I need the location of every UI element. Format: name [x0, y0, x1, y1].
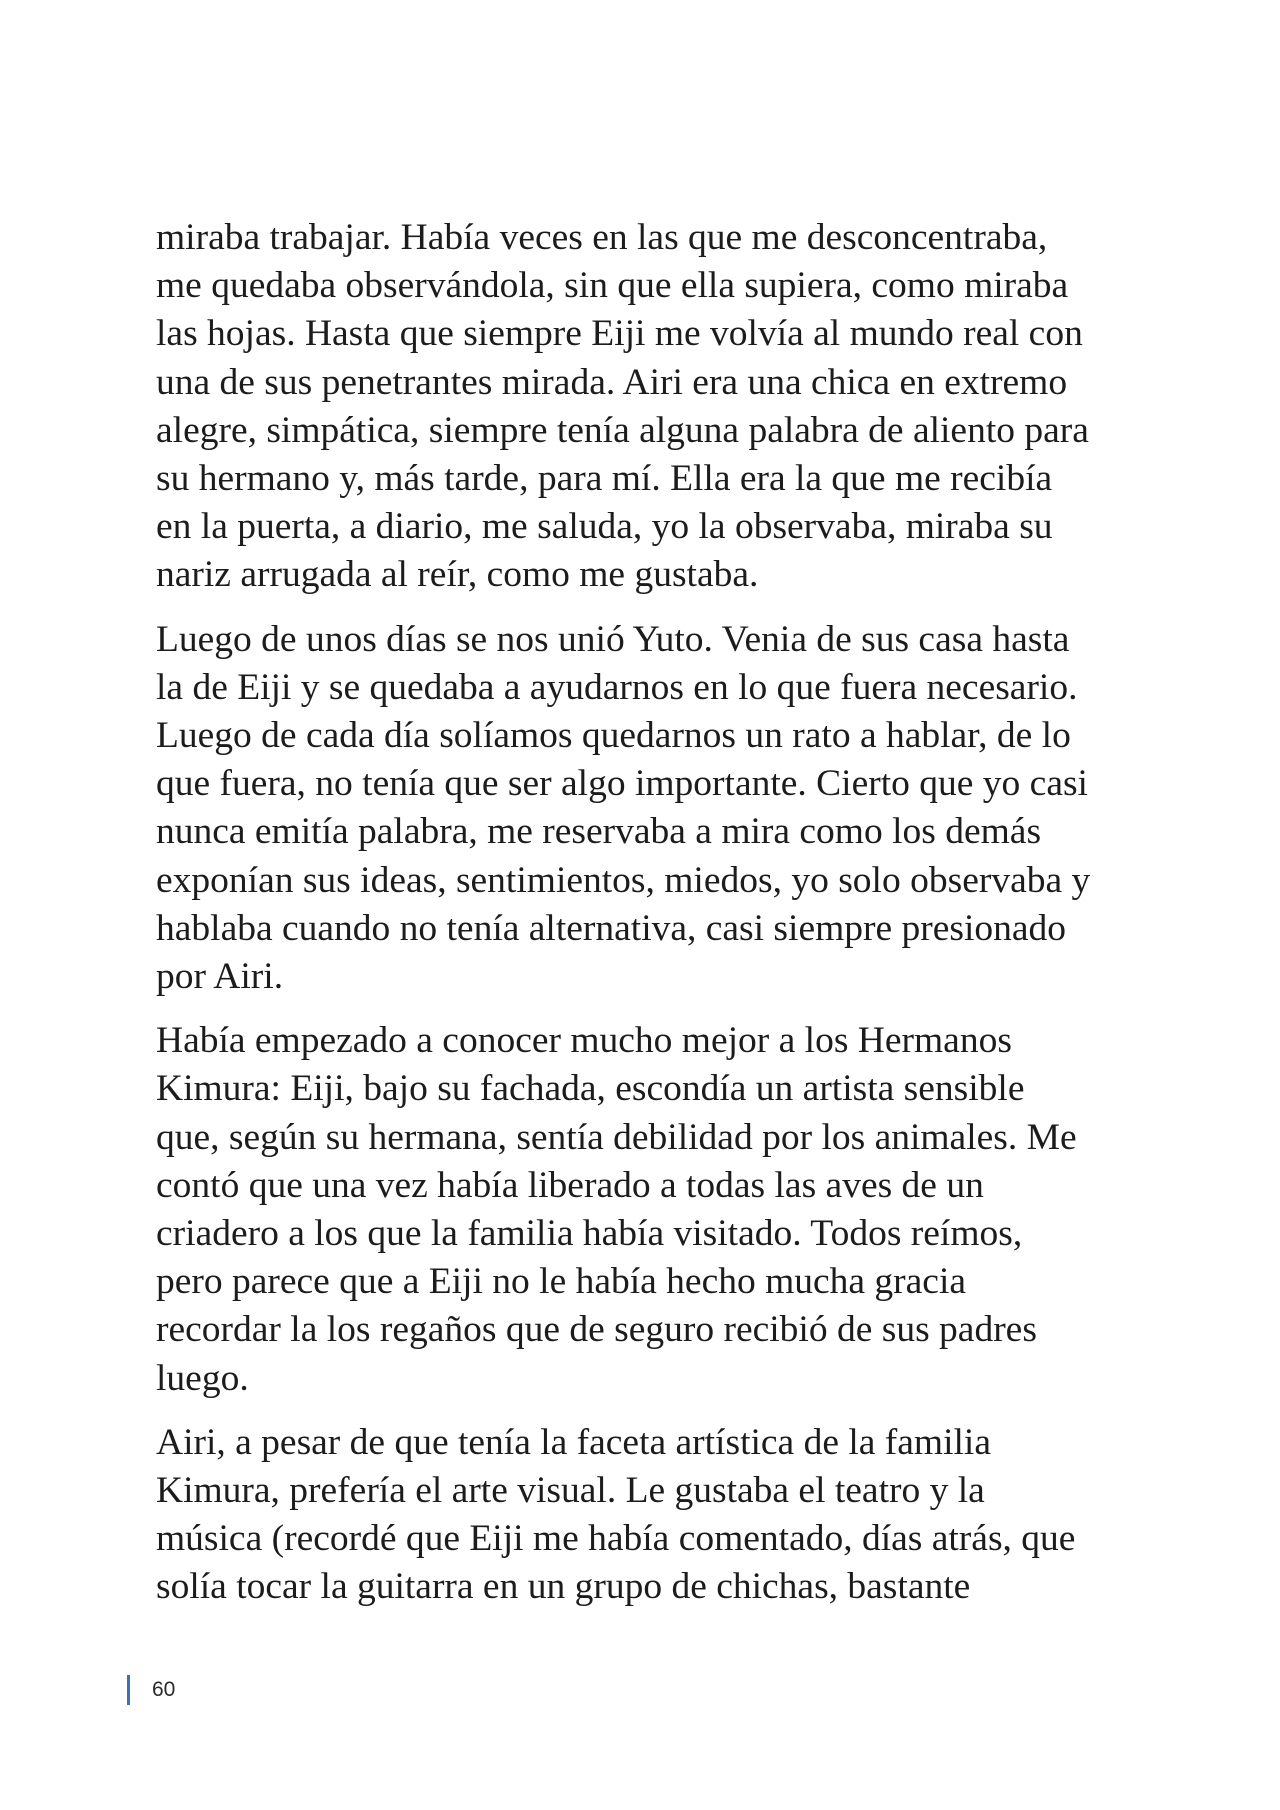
- text-line: me quedaba observándola, sin que ella supiera, como miraba: [156, 265, 1069, 307]
- text-line: exponían sus ideas, sentimientos, miedos, yo solo observaba y: [156, 859, 1091, 901]
- text-line: contó que una vez había liberado a todas las aves de un: [156, 1164, 984, 1206]
- text-line: la de Eiji y se quedaba a ayudarnos en lo que fuera necesario.: [156, 666, 1078, 708]
- text-line: hablaba cuando no tenía alternativa, casi siempre presionado: [156, 907, 1067, 949]
- text-line: luego.: [156, 1357, 249, 1399]
- text-line: miraba trabajar. Había veces en las que me desconcentraba,: [156, 217, 1048, 258]
- text-line: las hojas. Hasta que siempre Eiji me volvía al mundo real con: [156, 313, 1083, 355]
- text-line: Kimura: Eiji, bajo su fachada, escondía un artista sensible: [156, 1068, 1025, 1110]
- footer-accent-bar: [127, 1675, 130, 1705]
- text-line: recordar la los regaños que de seguro recibió de sus padres: [156, 1309, 1037, 1351]
- text-line: nunca emitía palabra, me reservaba a mira como los demás: [156, 811, 1042, 853]
- text-line: Kimura, prefería el arte visual. Le gustaba el teatro y la: [156, 1470, 985, 1512]
- paragraph-1: [156, 214, 1136, 600]
- text-line: por Airi.: [156, 956, 284, 998]
- text-line: pero parece que a Eiji no le había hecho mucha gracia: [156, 1261, 967, 1303]
- text-line: que, según su hermana, sentía debilidad por los animales. Me: [156, 1116, 1077, 1158]
- text-line: una de sus penetrantes mirada. Airi era una chica en extremo: [156, 361, 1068, 403]
- paragraph-3: [156, 1017, 1136, 1403]
- text-line: su hermano y, más tarde, para mí. Ella era la que me recibía: [156, 458, 1053, 500]
- text-line: en la puerta, a diario, me saluda, yo la observaba, miraba su: [156, 506, 1053, 548]
- body-text: [156, 214, 1136, 1628]
- text-line: que fuera, no tenía que ser algo importante. Cierto que yo casi: [156, 763, 1088, 805]
- text-line: alegre, simpática, siempre tenía alguna palabra de aliento para: [156, 409, 1089, 451]
- text-line: Luego de unos días se nos unió Yuto. Venia de sus casa hasta: [156, 618, 1070, 660]
- text-line: nariz arrugada al reír, como me gustaba.: [156, 554, 759, 596]
- page-number: 60: [152, 1678, 176, 1701]
- page-footer: [127, 1674, 175, 1706]
- text-line: música (recordé que Eiji me había comentado, días atrás, que: [156, 1518, 1076, 1560]
- text-line: Había empezado a conocer mucho mejor a los Hermanos: [156, 1020, 1012, 1062]
- text-line: solía tocar la guitarra en un grupo de chichas, bastante: [156, 1566, 971, 1608]
- text-line: Luego de cada día solíamos quedarnos un rato a hablar, de lo: [156, 715, 1071, 757]
- paragraph-2: [156, 616, 1136, 1002]
- text-line: Airi, a pesar de que tenía la faceta artística de la familia: [156, 1421, 991, 1463]
- text-line: criadero a los que la familia había visitado. Todos reímos,: [156, 1213, 1023, 1255]
- paragraph-4: [156, 1419, 1136, 1612]
